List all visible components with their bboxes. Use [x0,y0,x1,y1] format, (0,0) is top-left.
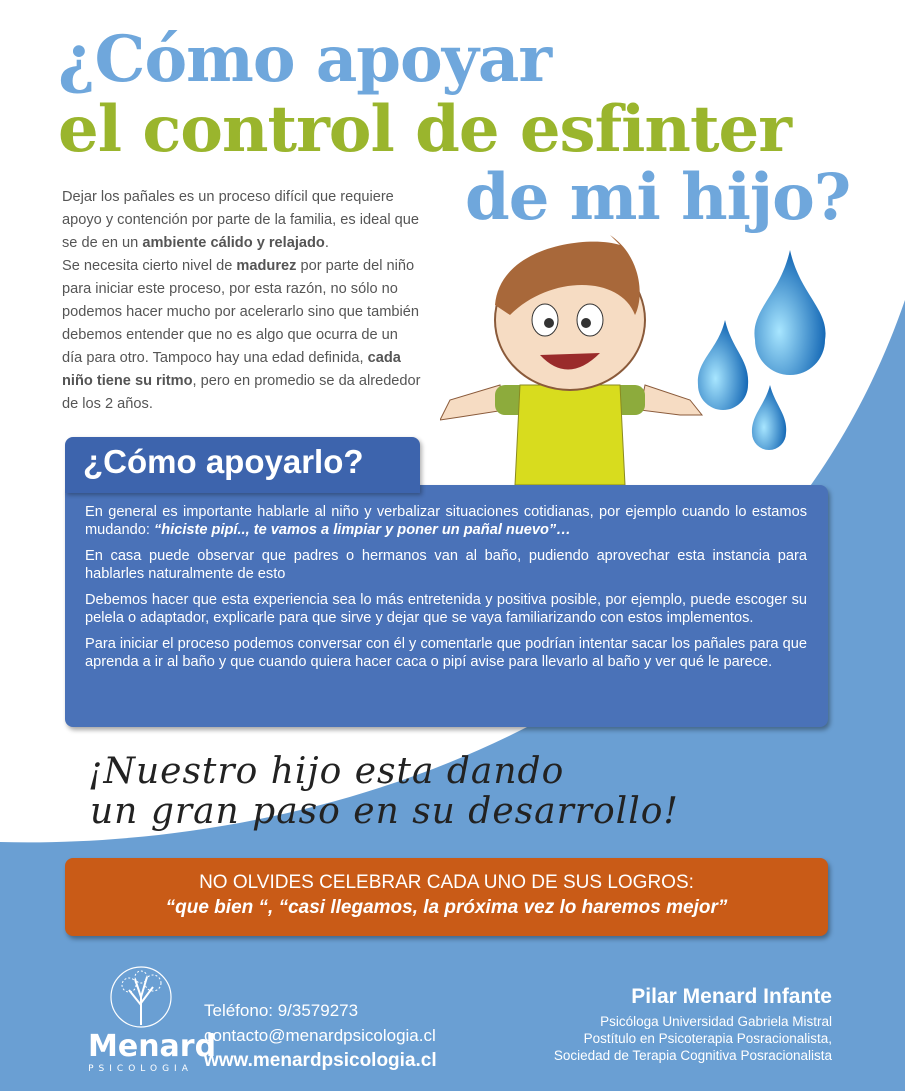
intro-text: Dejar los pañales es un proceso difícil que requiere apoyo y contención por parte de la familia, es ideal que se de en un ambiente cálido y relajado. Se necesita cierto nivel de madurez por parte del niño para iniciar este proceso, por esta razón, no sólo no podemos hacer mucho por acelerarlo sino que también debemos entender que no es algo que ocurra de un día para otro. Tampoco hay una edad definida, cada niño tiene su ritmo, pero en promedio se da alrededor de los 2 años. [62,189,421,412]
support-box [65,485,828,727]
tree-icon [109,965,173,1029]
reminder-line-2: “que bien “, “casi llegamos, la próxima vez lo haremos mejor” [165,897,728,918]
support-paragraph-3: Debemos hacer que esta experiencia sea lo más entretenida y positiva posible, por ejemplo, puede escoger su pelela o adaptador, explicarle para que sirve y dejar que se vaya familiarizando con estos implementos. [85,592,807,626]
support-paragraph-4: Para iniciar el proceso podemos conversar con él y comentarle que podrían intentar sacar los pañales para que aprenda a ir al baño y que cuando quiera hacer caca o pipí avise para llevarlo al baño y ver qué le parece. [85,636,807,670]
title-line-2: el control de esfinter [58,92,791,167]
water-drops-illustration [690,245,830,465]
support-heading-box [65,437,420,493]
title-line-3: de mi hijo? [465,160,851,235]
author-info: Pilar Menard Infante Psicóloga Universidad Gabriela Mistral Postítulo en Psicoterapia Posracionalista, Sociedad de Terapia Cognitiva Posracionalista [553,985,832,1063]
reminder-box [65,858,828,936]
support-paragraph-1: En general es importante hablarle al niño y verbalizar situaciones cotidianas, por ejemplo cuando lo estamos mudando: “hiciste pipí.., te vamos a limpiar y poner un pañal nuevo”… [85,504,807,538]
reminder-line-1: NO OLVIDES CELEBRAR CADA UNO DE SUS LOGROS: [199,872,694,893]
contact-info [204,998,437,1073]
email-link[interactable]: contacto@menardpsicologia.cl [204,1026,436,1045]
phone: Teléfono: 9/3579273 [204,1001,359,1020]
support-paragraph-2: En casa puede observar que padres o hermanos van al baño, pudiendo aprovechar esta instancia para hablarles naturalmente de esto [85,548,807,582]
website-link[interactable]: www.menardpsicologia.cl [204,1050,437,1071]
script-message: ¡Nuestro hijo esta dando un gran paso en su desarrollo! [88,751,679,832]
support-heading: ¿Cómo apoyarlo? [83,443,364,480]
author-name: Pilar Menard Infante [631,985,832,1008]
title-line-1: ¿Cómo apoyar [58,22,552,97]
menard-logo: Menard PSICOLOGIA [88,965,193,1074]
